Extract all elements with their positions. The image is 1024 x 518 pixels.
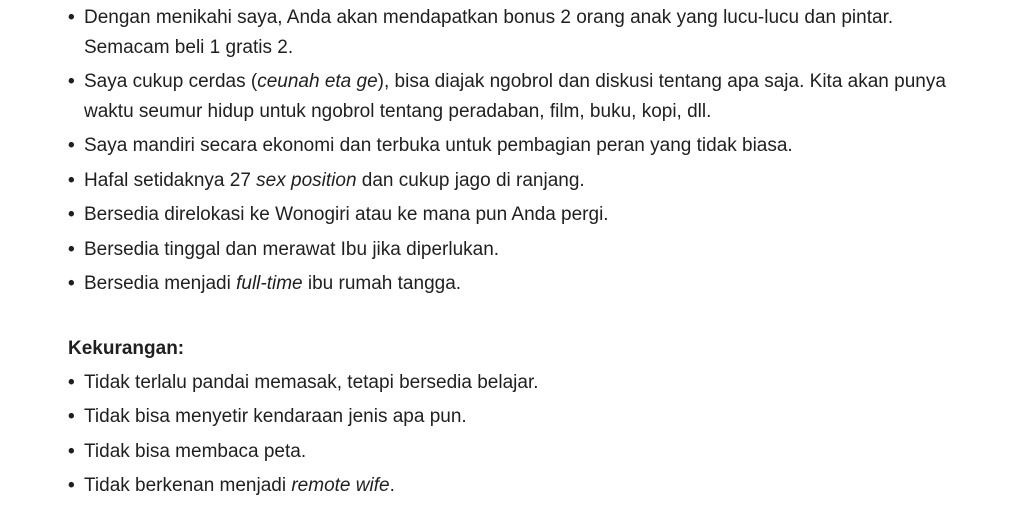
bullet-icon: • — [68, 273, 75, 294]
bullet-icon: • — [68, 440, 75, 462]
italic-text: sex position — [256, 169, 357, 191]
item-text: Bersedia tinggal dan merawat Ibu jika diperlukan. — [84, 238, 500, 260]
bullet-icon: • — [68, 71, 75, 92]
item-text: Tidak bisa membaca peta. — [84, 440, 307, 462]
italic-text: ceunah eta ge — [257, 71, 378, 92]
item-text: dan cukup jago di ranjang. — [356, 169, 585, 191]
bullet-icon: • — [68, 371, 75, 393]
disadvantages-list — [68, 368, 968, 501]
item-text: Tidak bisa menyetir kendaraan jenis apa pun. — [84, 406, 467, 427]
item-text: Bersedia menjadi — [84, 273, 237, 294]
bullet-icon: • — [68, 204, 75, 225]
bullet-icon: • — [68, 135, 75, 156]
item-text: Tidak terlalu pandai memasak, tetapi bersedia belajar. — [84, 371, 539, 393]
list-item — [68, 166, 968, 196]
italic-text: full-time — [236, 273, 303, 294]
item-text: . — [389, 475, 395, 496]
list-item — [68, 200, 968, 230]
bullet-icon: • — [68, 406, 75, 427]
item-text: Saya mandiri secara ekonomi dan terbuka untuk pembagian peran yang tidak biasa. — [84, 135, 793, 156]
list-item — [68, 3, 968, 62]
list-item — [68, 269, 968, 299]
list-item — [68, 67, 968, 126]
list-item — [68, 368, 968, 398]
item-text: ibu rumah tangga. — [302, 273, 462, 294]
list-item — [68, 131, 968, 161]
item-text: Bersedia direlokasi ke Wonogiri atau ke mana pun Anda pergi. — [84, 204, 609, 225]
advantages-list — [68, 3, 968, 299]
bullet-icon: • — [68, 475, 75, 496]
list-item — [68, 235, 968, 265]
item-text: ), bisa diajak ngobrol dan diskusi tentang apa saja. Kita akan punya waktu seumur hidup untuk ngobrol tentang peradaban, film, buku, kopi, dll. — [84, 71, 946, 122]
italic-text: remote wife — [291, 475, 390, 496]
bullet-icon: • — [68, 169, 75, 191]
list-item — [68, 402, 968, 432]
item-text: Tidak berkenan menjadi — [84, 475, 292, 496]
list-item — [68, 471, 968, 501]
bullet-icon: • — [68, 238, 75, 260]
item-text: Hafal setidaknya 27 — [84, 169, 257, 191]
item-text: Saya cukup cerdas ( — [84, 71, 258, 92]
item-text: Dengan menikahi saya, Anda akan mendapatkan bonus 2 orang anak yang lucu-lucu dan pintar. Semacam beli 1 gratis 2. — [84, 7, 894, 58]
bullet-icon: • — [68, 7, 75, 28]
disadvantages-heading: Kekurangan: — [68, 337, 185, 359]
document-body — [68, 3, 968, 506]
list-item — [68, 437, 968, 467]
